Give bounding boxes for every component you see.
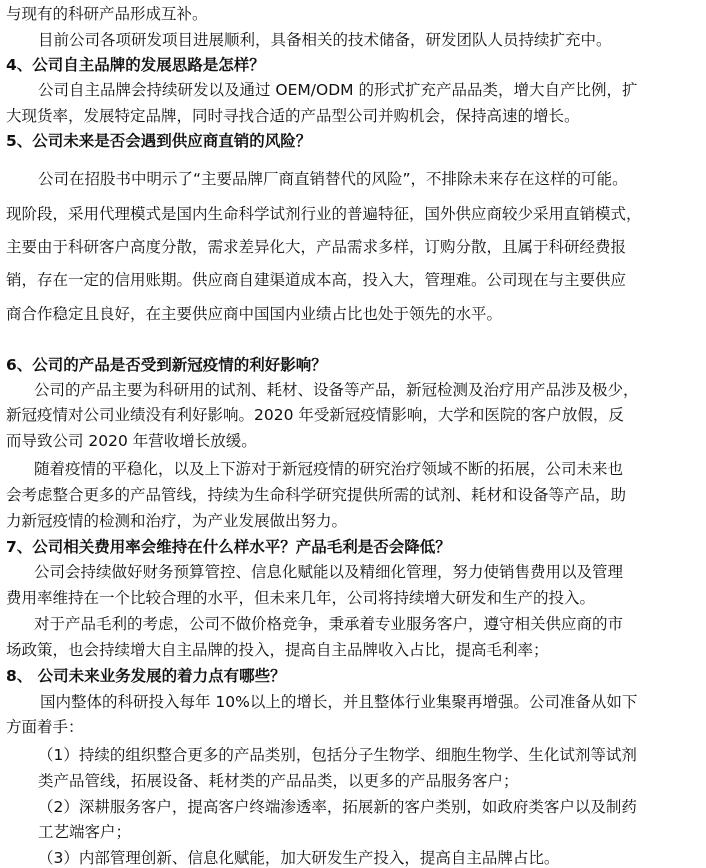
section-heading: 6、公司的产品是否受到新冠疫情的利好影响？ — [6, 356, 327, 374]
text-line: 场政策，也会持续增大自主品牌的投入，提高自主品牌收入占比，提高毛利率； — [6, 641, 549, 659]
text-line: 随着疫情的平稳化，以及上下游对于新冠疫情的研究治疗领域不断的拓展，公司未来也 — [34, 460, 624, 478]
section-heading: 8、 公司未来业务发展的着力点有哪些？ — [6, 667, 286, 685]
text-line: 公司会持续做好财务预算管控、信息化赋能以及精细化管理，努力使销售费用以及管理 — [34, 563, 624, 581]
text-line: 现阶段，采用代理模式是国内生命科学试剂行业的普遍特征，国外供应商较少采用直销模式， — [6, 205, 642, 223]
text-line: 新冠疫情对公司业绩没有利好影响。2020 年受新冠疫情影响，大学和医院的客户放假，反 — [6, 406, 624, 424]
section-heading: 4、公司自主品牌的发展思路是怎样？ — [6, 56, 265, 74]
section-heading: 7、公司相关费用率会维持在什么样水平？产品毛利是否会降低？ — [6, 538, 451, 556]
text-line: 公司自主品牌会持续研发以及通过 OEM/ODM 的形式扩充产品品类，增大自产比例，扩 — [38, 81, 638, 99]
text-line: 大现货率，发展特定品牌，同时寻找合适的产品型公司并购机会，保持高速的增长。 — [6, 107, 580, 125]
text-line: 商合作稳定且良好，在主要供应商中国国内业绩占比也处于领先的水平。 — [6, 305, 503, 323]
text-line: 公司在招股书中明示了“主要品牌厂商直销替代的风险”，不排除未来存在这样的可能。 — [38, 170, 628, 188]
text-line: 方面着手： — [6, 718, 84, 736]
text-line: 公司的产品主要为科研用的试剂、耗材、设备等产品，新冠检测及治疗用产品涉及极少， — [34, 381, 639, 399]
text-line: 主要由于科研客户高度分散，需求差异化大，产品需求多样，订购分散，且属于科研经费报 — [6, 238, 627, 256]
list-item: （1）持续的组织整合更多的产品类别，包括分子生物学、细胞生物学、生化试剂等试剂 — [38, 746, 637, 764]
text-line: 目前公司各项研发项目进展顺利，具备相关的技术储备，研发团队人员持续扩充中。 — [38, 31, 612, 49]
text-line: 而导致公司 2020 年营收增长放缓。 — [6, 432, 257, 450]
text-line: 类产品管线，拓展设备、耗材类的产品品类，以更多的产品服务客户； — [38, 772, 519, 790]
text-line: 销，存在一定的信用账期。供应商自建渠道成本高，投入大，管理难。公司现在与主要供应 — [6, 271, 627, 289]
text-line: 与现有的科研产品形成互补。 — [6, 5, 208, 23]
list-item: （3）内部管理创新、信息化赋能，加大研发生产投入，提高自主品牌占比。 — [38, 849, 560, 867]
text-line: 力新冠疫情的检测和治疗，为产业发展做出努力。 — [6, 512, 348, 530]
section-heading: 5、公司未来是否会遇到供应商直销的风险？ — [6, 132, 312, 150]
text-line: 会考虑整合更多的产品管线，持续为生命科学研究提供所需的试剂、耗材和设备等产品，助 — [6, 486, 627, 504]
text-line: 费用率维持在一个比较合理的水平，但未来几年，公司将持续增大研发和生产的投入。 — [6, 589, 596, 607]
text-line: 对于产品毛利的考虑，公司不做价格竞争，秉承着专业服务客户，遵守相关供应商的市 — [34, 615, 624, 633]
text-line: 国内整体的科研投入每年 10%以上的增长，并且整体行业集聚再增强。公司准备从如下 — [40, 693, 638, 711]
list-item: （2）深耕服务客户，提高客户终端渗透率，拓展新的客户类别，如政府类客户以及制药 — [38, 798, 637, 816]
text-line: 工艺端客户； — [38, 823, 132, 841]
